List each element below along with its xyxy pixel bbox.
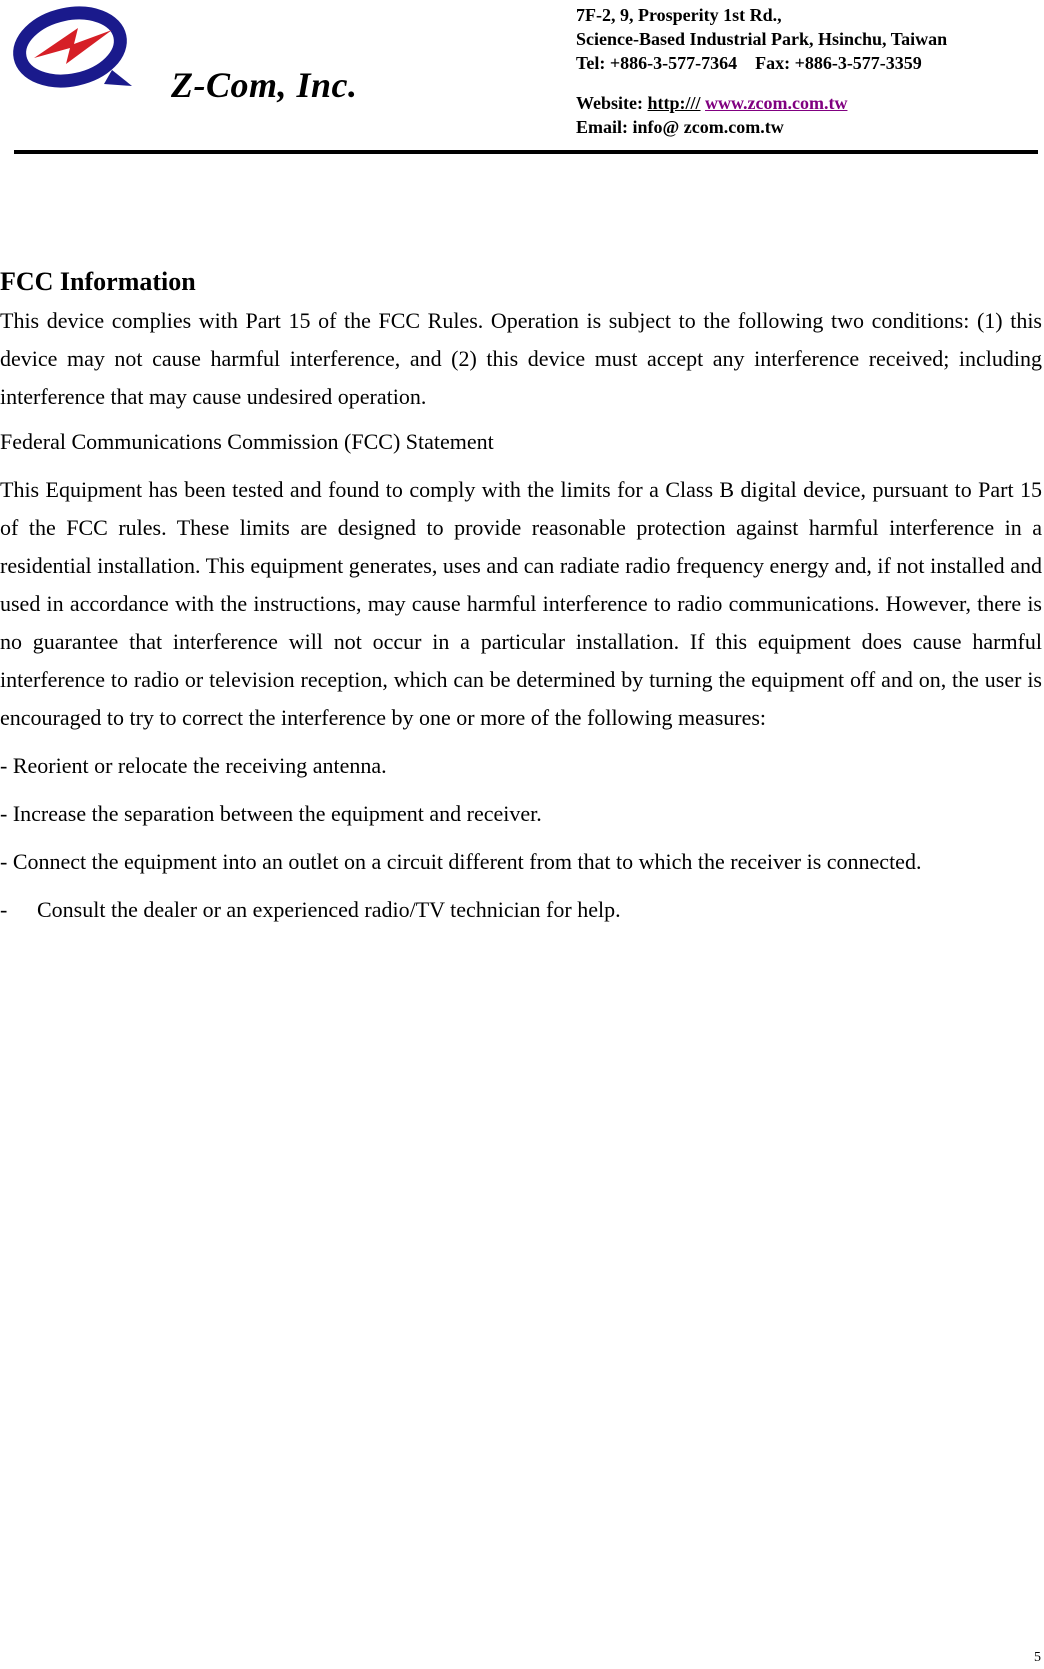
measure-item: - Connect the equipment into an outlet on a circuit different from that to which the receiver is connected. [0,849,922,874]
measure-dash: - [0,897,8,922]
tel-fax: Tel: +886-3-577-7364 Fax: +886-3-577-3359 [576,53,922,73]
email-line: Email: info@ zcom.com.tw [576,117,784,137]
section-heading: FCC Information [0,267,196,296]
page-number: 5 [1034,1650,1041,1665]
company-name: Z-Com, Inc. [171,65,358,105]
address-line-1: 7F-2, 9, Prosperity 1st Rd., [576,5,782,25]
website-link[interactable]: www.zcom.com.tw [705,93,848,113]
measure-item: - Reorient or relocate the receiving antenna. [0,753,387,778]
contact-block [576,3,947,139]
address-line-2: Science-Based Industrial Park, Hsinchu, Taiwan [576,29,948,49]
header-rule [14,150,1038,154]
website-label: Website: [576,93,648,113]
compliance-paragraph: This device complies with Part 15 of the FCC Rules. Operation is subject to the following two conditions: (1) this device may not cause harmful interference, and (2) this device must accept any interference received; including interference that may cause undesired operation. [0,308,1042,409]
measure-item [0,891,1042,929]
website-line [576,91,947,115]
document-body [0,262,1042,939]
statement-paragraph: This Equipment has been tested and found to comply with the limits for a Class B digital device, pursuant to Part 15 of the FCC rules. These limits are designed to provide reasonable protection against harmful interference in a residential installation. This equipment generates, uses and can radiate radio frequency energy and, if not installed and used in accordance with the instructions, may cause harmful interference to radio communications. However, there is no guarantee that interference will not occur in a particular installation. If this equipment does cause harmful interference to radio or television reception, which can be determined by turning the equipment off and on, the user is encouraged to try to correct the interference by one or more of the following measures: [0,477,1042,730]
statement-title: Federal Communications Commission (FCC) Statement [0,429,494,454]
measure-item: - Increase the separation between the equipment and receiver. [0,801,542,826]
measure-text: Consult the dealer or an experienced radio/TV technician for help. [37,897,621,922]
website-prefix[interactable]: http:/// [647,93,701,113]
z-com-logo [8,0,140,98]
